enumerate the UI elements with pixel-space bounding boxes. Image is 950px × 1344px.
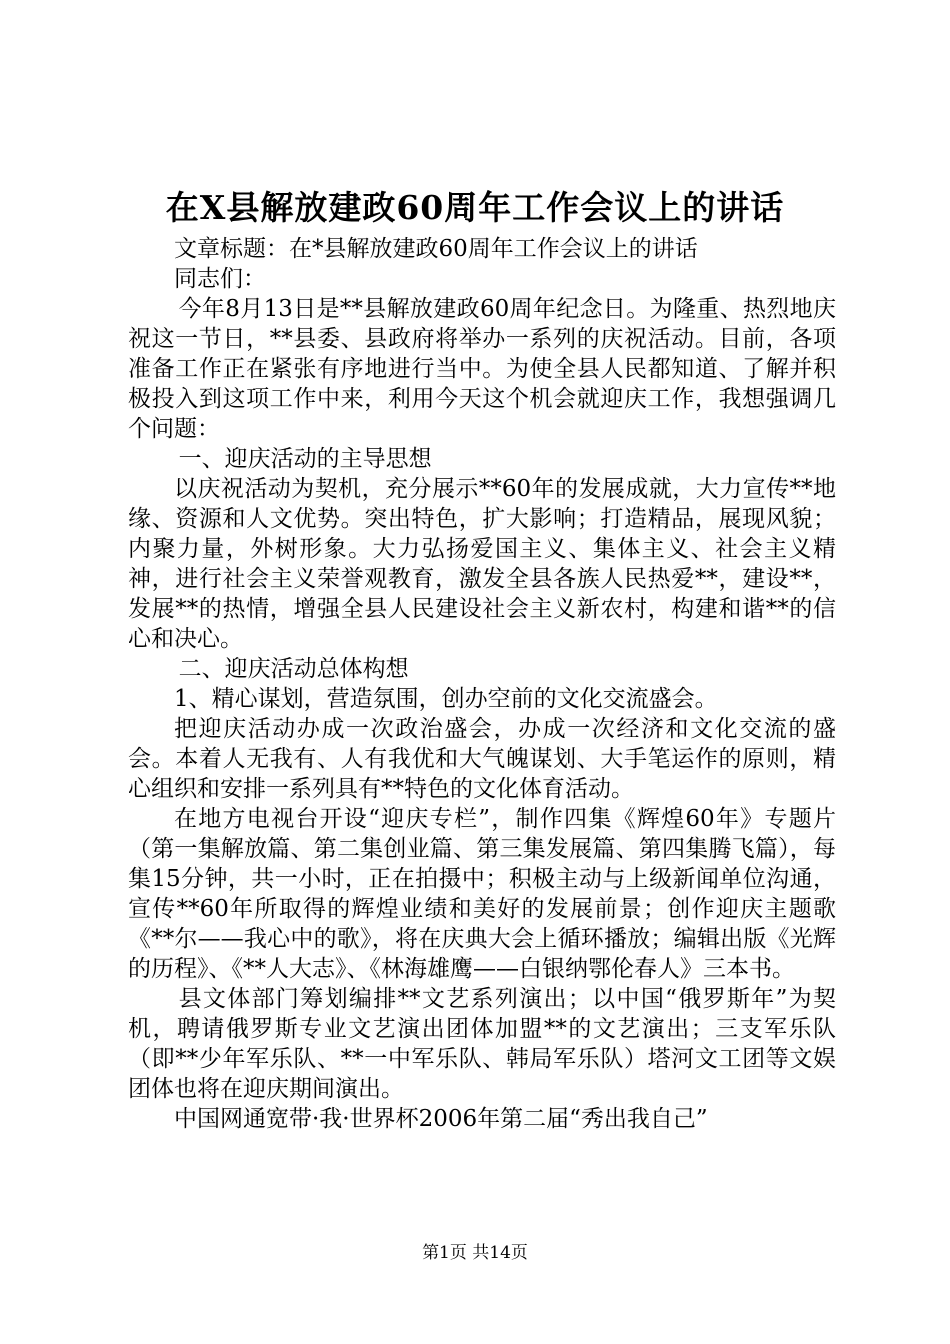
document-body (128, 234, 836, 1134)
document-title: 在X县解放建政60周年工作会议上的讲话 (165, 188, 785, 227)
body-paragraph: 在地方电视台开设“迎庆专栏”，制作四集《辉煌60年》专题片（第一集解放篇、第二集创业篇、第三集发展篇、第四集腾飞篇），每集15分钟，共一小时，正在拍摄中；积极主动与上级新闻单位沟通，宣传**60年所取得的辉煌业绩和美好的发展前景；创作迎庆主题歌《**尔——我心中的歌》，将在庆典大会上循环播放；编辑出版《光辉的历程》、《**人大志》、《林海雄鹰——白银纳鄂伦春人》三本书。 (128, 806, 836, 982)
body-paragraph: 把迎庆活动办成一次政治盛会，办成一次经济和文化交流的盛会。本着人无我有、人有我优和大气魄谋划、大手笔运作的原则，精心组织和安排一系列具有**特色的文化体育活动。 (128, 716, 836, 802)
salutation: 同志们： (174, 266, 266, 292)
page-number: 第1页 共14页 (422, 1243, 528, 1263)
body-paragraph: 县文体部门筹划编排**文艺系列演出；以中国“俄罗斯年”为契机，聘请俄罗斯专业文艺演出团体加盟**的文艺演出；三支军乐队（即**少年军乐队、**一中军乐队、韩局军乐队）塔河文工团等文娱团体也将在迎庆期间演出。 (128, 986, 836, 1102)
section-heading: 二、迎庆活动总体构想 (178, 656, 409, 682)
article-title-line: 文章标题：在*县解放建政60周年工作会议上的讲话 (174, 236, 698, 262)
body-paragraph: 以庆祝活动为契机，充分展示**60年的发展成就，大力宣传**地缘、资源和人文优势。突出特色，扩大影响；打造精品，展现风貌；内聚力量，外树形象。大力弘扬爱国主义、集体主义、社会主义精神，进行社会主义荣誉观教育，激发全县各族人民热爱**，建设**，发展**的热情，增强全县人民建设社会主义新农村，构建和谐**的信心和决心。 (128, 476, 836, 652)
body-paragraph: 今年8月13日是**县解放建政60周年纪念日。为隆重、热烈地庆祝这一节日，**县委、县政府将举办一系列的庆祝活动。目前，各项准备工作正在紧张有序地进行当中。为使全县人民都知道、了解并积极投入到这项工作中来，利用今天这个机会就迎庆工作，我想强调几个问题： (128, 296, 836, 442)
body-paragraph: 中国网通宽带·我·世界杯2006年第二届“秀出我自己” (174, 1106, 708, 1132)
section-heading: 一、迎庆活动的主导思想 (178, 446, 432, 472)
subsection-heading: 1、精心谋划，营造氛围，创办空前的文化交流盛会。 (174, 686, 718, 712)
